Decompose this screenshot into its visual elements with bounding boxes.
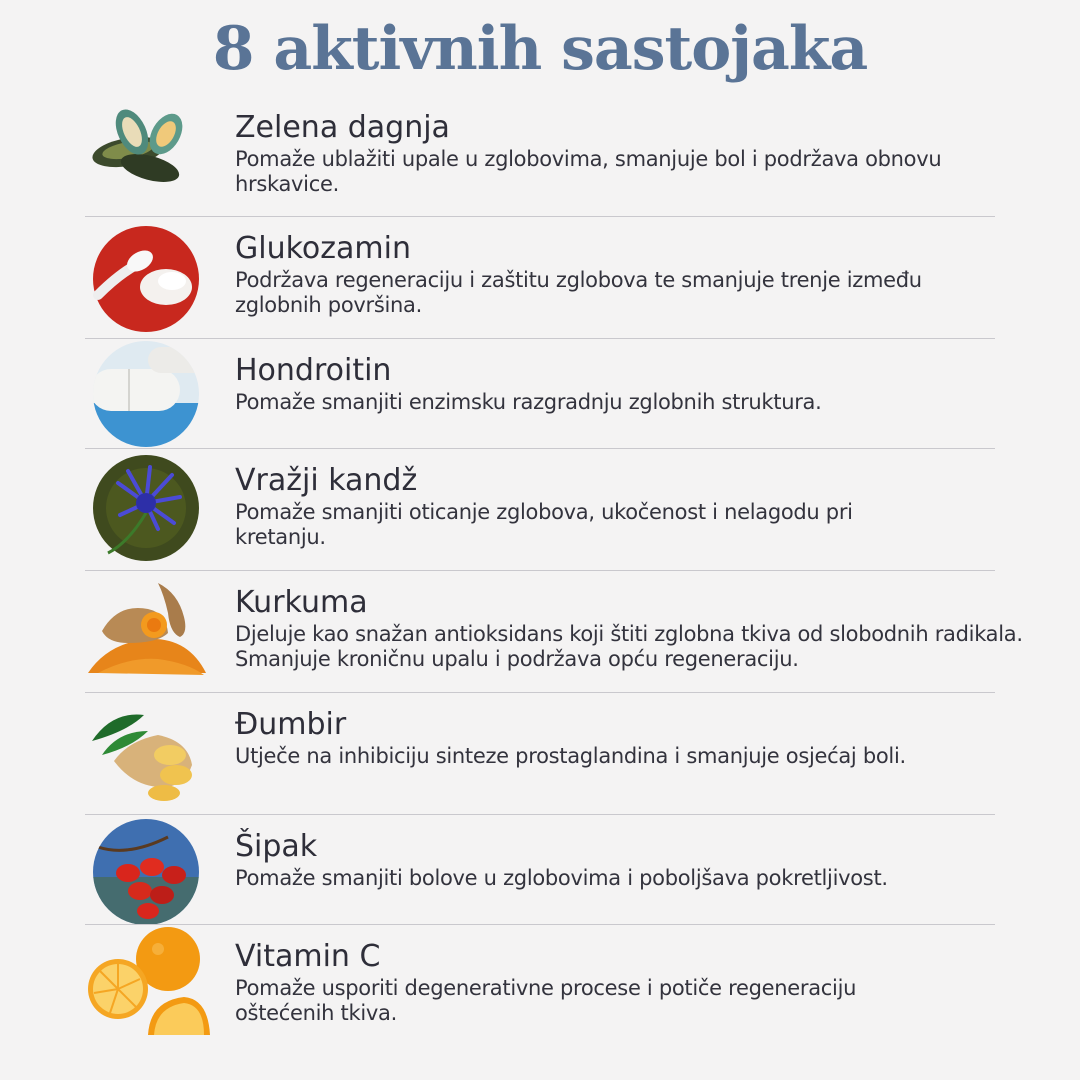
- turmeric-icon: [88, 573, 212, 683]
- ingredient-name: Kurkuma: [235, 585, 368, 620]
- divider: [85, 338, 995, 339]
- devils-claw-flower-icon: [88, 453, 212, 563]
- divider: [85, 924, 995, 925]
- divider: [85, 570, 995, 571]
- ingredient-description: Pomaže smanjiti enzimsku razgradnju zglobnih struktura.: [235, 390, 822, 414]
- divider: [85, 216, 995, 217]
- ingredient-name: Zelena dagnja: [235, 110, 450, 145]
- ingredient-description: Pomaže smanjiti bolove u zglobovima i poboljšava pokretljivost.: [235, 866, 888, 890]
- page-title: 8 aktivnih sastojaka: [212, 14, 868, 84]
- ginger-icon: [88, 701, 212, 811]
- ingredient-name: Đumbir: [235, 707, 347, 742]
- divider: [85, 814, 995, 815]
- ingredient-name: Hondroitin: [235, 353, 392, 388]
- orange-icon: [88, 927, 212, 1037]
- ingredient-name: Šipak: [235, 829, 318, 864]
- ingredient-description: Podržava regeneraciju i zaštitu zglobova te smanjuje trenje između zglobnih površina.: [235, 268, 922, 317]
- ingredient-name: Glukozamin: [235, 231, 411, 266]
- ingredient-name: Vražji kandž: [235, 463, 418, 498]
- glucosamine-powder-icon: [88, 225, 212, 335]
- capsule-icon: [88, 339, 212, 449]
- divider: [85, 448, 995, 449]
- ingredient-description: Utječe na inhibiciju sinteze prostaglandina i smanjuje osjećaj boli.: [235, 744, 906, 768]
- ingredient-description: Pomaže usporiti degenerativne procese i potiče regeneraciju oštećenih tkiva.: [235, 976, 857, 1025]
- ingredient-name: Vitamin C: [235, 939, 381, 974]
- divider: [85, 692, 995, 693]
- green-mussel-icon: [88, 104, 212, 214]
- ingredient-description: Pomaže ublažiti upale u zglobovima, smanjuje bol i podržava obnovu hrskavice.: [235, 147, 942, 196]
- rosehip-icon: [88, 817, 212, 927]
- ingredient-description: Pomaže smanjiti oticanje zglobova, ukočenost i nelagodu pri kretanju.: [235, 500, 853, 549]
- ingredient-description: Djeluje kao snažan antioksidans koji štiti zglobna tkiva od slobodnih radikala. Smanjuje kroničnu upalu i podržava opću regeneraciju.: [235, 622, 1023, 671]
